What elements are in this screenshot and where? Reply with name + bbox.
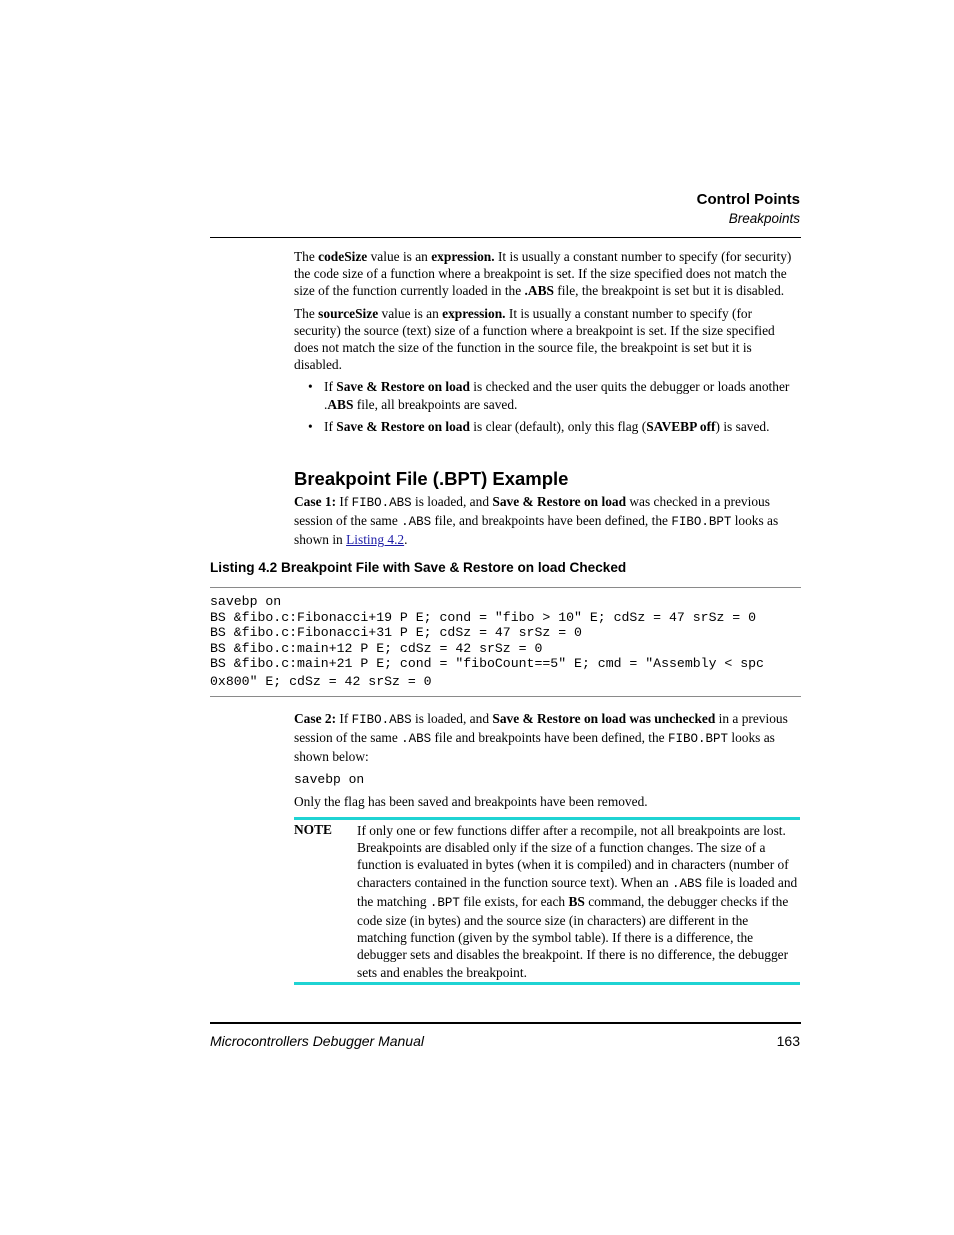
code-line: BS &fibo.c:main+12 P E; cdSz = 42 srSz = 0	[210, 641, 543, 656]
running-header-subtitle: Breakpoints	[728, 211, 800, 226]
listing-caption: Listing 4.2 Breakpoint File with Save & Restore on load Checked	[210, 560, 627, 575]
note-top-bar	[294, 817, 800, 820]
case2-code: savebp on	[294, 771, 365, 787]
paragraph-codesize: The codeSize value is an expression. It is usually a constant number to specify (for security) the code size of a function where a breakpoint is set. If the size specified does not match the size of the function currently loaded in the .ABS file, the breakpoint is set but it is disabled.	[294, 249, 792, 299]
bullet-item: • If Save & Restore on load is checked and the user quits the debugger or loads another .ABS file, all breakpoints are saved.	[308, 379, 790, 412]
listing-top-rule	[210, 587, 801, 588]
note-bottom-bar	[294, 982, 800, 985]
header-rule	[210, 237, 801, 238]
section-heading: Breakpoint File (.BPT) Example	[294, 468, 569, 489]
code-line: BS &fibo.c:main+21 P E; cond = "fiboCount==5" E; cmd = "Assembly < spc	[210, 656, 764, 671]
code-line: BS &fibo.c:Fibonacci+19 P E; cond = "fibo > 10" E; cdSz = 47 srSz = 0	[210, 610, 757, 625]
listing-link[interactable]: Listing 4.2	[346, 532, 405, 548]
case2-paragraph: Case 2: If FIBO.ABS is loaded, and Save & Restore on load was unchecked in a previous session of the same .ABS file and breakpoints have been defined, the FIBO.BPT looks as shown below:	[294, 711, 788, 765]
note-text: If only one or few functions differ after a recompile, not all breakpoints are lost. Breakpoints are disabled only if the size of a function changes. The size of a function is evaluated in bytes (when it is compiled) and in characters (number of characters contained in the function source text). When an .ABS file is loaded and the matching .BPT file exists, for each BS command, the debugger checks if the code size (in bytes) and the source size (in characters) are different in the matching function (given by the symbol table). If there is a difference, the debugger sets and disables the breakpoint. If there is no difference, the debugger sets and enables the breakpoint.	[357, 823, 798, 980]
running-header-title: Control Points	[696, 191, 800, 208]
bullet-item: • If Save & Restore on load is clear (default), only this flag (SAVEBP off) is saved.	[308, 418, 770, 434]
bullet-marker: •	[308, 379, 313, 395]
code-line: BS &fibo.c:Fibonacci+31 P E; cdSz = 47 srSz = 0	[210, 625, 582, 640]
body-text-block	[294, 248, 800, 435]
code-line: savebp on	[210, 594, 282, 609]
footer-manual-title: Microcontrollers Debugger Manual	[210, 1033, 424, 1049]
footer-rule	[210, 1022, 801, 1024]
page-number: 163	[776, 1033, 800, 1049]
paragraph-sourcesize: The sourceSize value is an expression. It is usually a constant number to specify (for security) the source (text) size of a function where a breakpoint is set. If the size specified does not match the size of the function in the source file, the breakpoint is set but it is disabled.	[294, 305, 775, 373]
code-line: 0x800" E; cdSz = 42 srSz = 0	[210, 674, 432, 689]
bullet-list	[294, 378, 800, 435]
note-label: NOTE	[294, 822, 332, 837]
case1-paragraph: Case 1: If FIBO.ABS is loaded, and Save & Restore on load was checked in a previous session of the same .ABS file, and breakpoints have been defined, the FIBO.BPT looks as shown in Listing 4.2.	[294, 494, 779, 548]
bullet-marker: •	[308, 418, 313, 434]
case2-block	[294, 710, 800, 810]
listing-bottom-rule	[210, 696, 801, 697]
case2-after-text: Only the flag has been saved and breakpoints have been removed.	[294, 793, 648, 809]
